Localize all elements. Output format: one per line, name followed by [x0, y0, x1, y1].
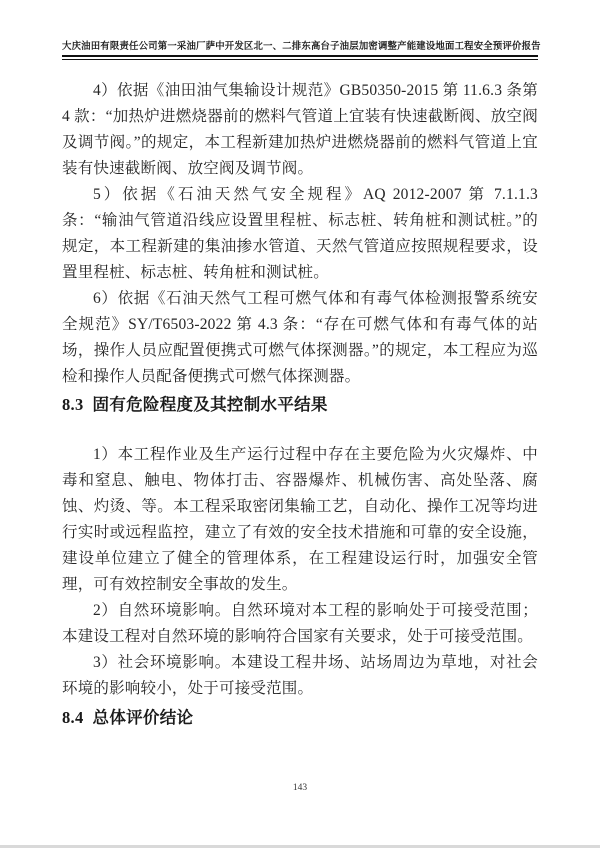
page-header: [62, 0, 541, 60]
paragraph-result-1: 1）本工程作业及生产运行过程中存在主要危险为火灾爆炸、中毒和窒息、触电、物体打击、容器爆炸、机械伤害、高处坠落、腐蚀、灼烫、等。本工程采取密闭集输工艺，自动化、操作工况等均进行实时或远程监控，建立了有效的安全技术措施和可靠的安全设施，建设单位建立了健全的管理体系，在工程建设运行时，加强安全管理，可有效控制安全事故的发生。: [62, 446, 538, 593]
section-heading-8-4: [62, 704, 538, 731]
page-footer: [0, 783, 600, 793]
section-8-3-number: 8.3: [62, 395, 84, 414]
section-heading-8-3: [62, 391, 538, 418]
section-8-3-title: 固有危险程度及其控制水平结果: [92, 395, 328, 414]
document-body: [62, 60, 538, 731]
header-rule-thick: [62, 55, 538, 57]
paragraph-result-3: 3）社会环境影响。本建设工程井场、站场周边为草地，对社会环境的影响较小，处于可接受范围。: [62, 654, 538, 697]
page-number: 143: [292, 783, 308, 793]
running-header-title: 大庆油田有限责任公司第一采油厂萨中开发区北一、二排东高台子油层加密调整产能建设地面工程安全预评价报告: [62, 42, 541, 52]
paragraph-result-2: 2）自然环境影响。自然环境对本工程的影响处于可接受范围；本建设工程对自然环境的影响符合国家有关要求，处于可接受范围。: [62, 602, 538, 645]
section-8-4-number: 8.4: [62, 708, 84, 727]
section-8-4-title: 总体评价结论: [92, 708, 194, 727]
paragraph-clause-4: 4）依据《油田油气集输设计规范》GB50350-2015 第 11.6.3 条第 4 款：“加热炉进燃烧器前的燃料气管道上宜装有快速截断阀、放空阀及调节阀。”的规定，本工程新建加热炉进燃烧器前的燃料气管道上宜装有快速截断阀、放空阀及调节阀。: [62, 82, 538, 177]
paragraph-clause-6: 6）依据《石油天然气工程可燃气体和有毒气体检测报警系统安全规范》SY/T6503-2022 第 4.3 条：“存在可燃气体和有毒气体的站场，操作人员应配置便携式可燃气体探测器。”的规定，本工程应为巡检和操作人员配备便携式可燃气体探测器。: [62, 290, 538, 385]
paragraph-clause-5: 5）依据《石油天然气安全规程》AQ 2012-2007 第 7.1.1.3 条：“输油气管道沿线应设置里程桩、标志桩、转角桩和测试桩。”的规定，本工程新建的集油掺水管道、天然气管道应按照规程要求，设置里程桩、标志桩、转角桩和测试桩。: [62, 186, 538, 281]
